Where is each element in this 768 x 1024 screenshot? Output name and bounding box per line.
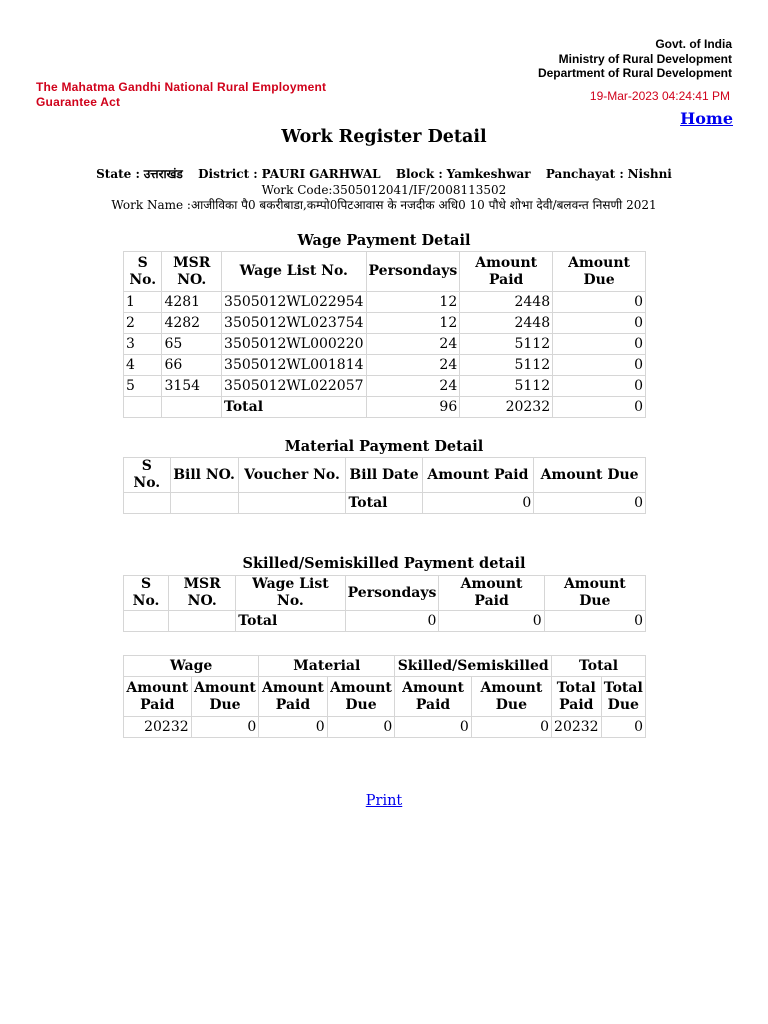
location-line: [0, 167, 768, 182]
cell-msr: 4282: [162, 313, 222, 334]
cell-amount-paid: 5112: [460, 355, 553, 376]
total-paid-header: Total Paid: [552, 677, 602, 717]
work-code: Work Code:3505012041/IF/2008113502: [261, 183, 507, 197]
state-value: उत्तराखंड: [143, 167, 183, 181]
col-sno: S No.: [124, 458, 171, 493]
cell-wagelist: 3505012WL000220: [222, 334, 366, 355]
col-bill-date: Bill Date: [346, 458, 422, 493]
department-label: Department of Rural Development: [537, 66, 732, 80]
col-msr: MSR NO.: [162, 252, 222, 292]
wage-paid-value: 20232: [124, 717, 192, 738]
cell-wagelist: 3505012WL022057: [222, 376, 366, 397]
group-wage: Wage: [124, 656, 259, 677]
total-amount-paid: 0: [422, 493, 534, 514]
skilled-due-value: 0: [471, 717, 551, 738]
skilled-paid-value: 0: [395, 717, 471, 738]
panchayat-label: Panchayat :: [545, 167, 624, 181]
panchayat-value: Nishni: [627, 167, 672, 181]
total-persondays: 96: [366, 397, 460, 418]
district-value: PAURI GARHWAL: [261, 167, 381, 181]
cell-persondays: 24: [366, 334, 460, 355]
cell-wagelist: 3505012WL023754: [222, 313, 366, 334]
total-row: [124, 397, 646, 418]
cell-amount-due: 0: [553, 334, 646, 355]
govt-label: Govt. of India: [655, 37, 732, 51]
state-label: State :: [96, 167, 140, 181]
material-caption: Material Payment Detail: [284, 438, 484, 455]
total-amount-due: 0: [544, 611, 645, 632]
col-voucher-no: Voucher No.: [238, 458, 346, 493]
cell-persondays: 12: [366, 313, 460, 334]
table-row: [124, 717, 646, 738]
total-amount-paid: 20232: [460, 397, 553, 418]
wage-caption: Wage Payment Detail: [297, 232, 471, 249]
cell-wagelist: 3505012WL001814: [222, 355, 366, 376]
cell-amount-due: 0: [553, 355, 646, 376]
skilled-amount-due-header: Amount Due: [471, 677, 551, 717]
cell-sno: 1: [124, 292, 162, 313]
cell-amount-paid: 5112: [460, 376, 553, 397]
table-row: [124, 355, 646, 376]
cell-amount-paid: 2448: [460, 313, 553, 334]
cell-persondays: 12: [366, 292, 460, 313]
skilled-table: [123, 575, 646, 632]
cell-persondays: 24: [366, 355, 460, 376]
total-persondays: 0: [345, 611, 439, 632]
skilled-caption: Skilled/Semiskilled Payment detail: [242, 555, 526, 572]
cell-amount-paid: 2448: [460, 292, 553, 313]
cell-sno: 5: [124, 376, 162, 397]
cell-amount-due: 0: [553, 376, 646, 397]
cell-msr: 65: [162, 334, 222, 355]
col-bill-no: Bill NO.: [170, 458, 238, 493]
ministry-label: Ministry of Rural Development: [558, 51, 732, 66]
material-due-value: 0: [327, 717, 395, 738]
total-label: Total: [346, 493, 422, 514]
table-row: [124, 334, 646, 355]
govt-header: [538, 37, 732, 81]
work-name: Work Name :आजीविका पै0 बकरीबाडा,कम्पो0पिटआवास के नजदीक अधि0 10 पौधे शोभा देवी/बलवन्त निसणी 2021: [111, 198, 657, 212]
total-label: Total: [222, 397, 366, 418]
block-value: Yamkeshwar: [446, 167, 531, 181]
table-row: [124, 313, 646, 334]
group-material: Material: [259, 656, 395, 677]
material-table: [123, 457, 646, 514]
cell-persondays: 24: [366, 376, 460, 397]
page-title: Work Register Detail: [281, 127, 487, 147]
cell-amount-paid: 5112: [460, 334, 553, 355]
cell-sno: 2: [124, 313, 162, 334]
col-amount-due: Amount Due: [544, 576, 645, 611]
col-persondays: Persondays: [366, 252, 460, 292]
cell-sno: 3: [124, 334, 162, 355]
total-due-value: 0: [601, 717, 645, 738]
block-label: Block :: [395, 167, 443, 181]
group-skilled: Skilled/Semiskilled: [395, 656, 552, 677]
act-title: The Mahatma Gandhi National Rural Employment Guarantee Act: [36, 80, 327, 109]
col-persondays: Persondays: [345, 576, 439, 611]
total-amount-due: 0: [553, 397, 646, 418]
group-total: Total: [552, 656, 646, 677]
material-amount-paid-header: Amount Paid: [259, 677, 327, 717]
wage-amount-paid-header: Amount Paid: [124, 677, 192, 717]
material-paid-value: 0: [259, 717, 327, 738]
total-due-header: Total Due: [601, 677, 645, 717]
total-label: Total: [236, 611, 345, 632]
total-paid-value: 20232: [552, 717, 602, 738]
table-row: [124, 376, 646, 397]
col-sno: S No.: [124, 576, 169, 611]
skilled-amount-paid-header: Amount Paid: [395, 677, 471, 717]
col-sno: S No.: [124, 252, 162, 292]
cell-msr: 4281: [162, 292, 222, 313]
total-amount-due: 0: [534, 493, 646, 514]
cell-msr: 66: [162, 355, 222, 376]
total-row: [124, 493, 646, 514]
col-wagelist: Wage List No.: [236, 576, 345, 611]
wage-amount-due-header: Amount Due: [191, 677, 259, 717]
table-row: [124, 292, 646, 313]
col-amount-paid: Amount Paid: [439, 576, 544, 611]
cell-wagelist: 3505012WL022954: [222, 292, 366, 313]
material-amount-due-header: Amount Due: [327, 677, 395, 717]
col-amount-due: Amount Due: [553, 252, 646, 292]
home-link[interactable]: Home: [680, 109, 733, 128]
timestamp: 19-Mar-2023 04:24:41 PM: [589, 89, 730, 103]
col-msr: MSR NO.: [169, 576, 236, 611]
cell-amount-due: 0: [553, 292, 646, 313]
col-wagelist: Wage List No.: [222, 252, 366, 292]
col-amount-due: Amount Due: [534, 458, 646, 493]
wage-table: [123, 251, 646, 418]
cell-msr: 3154: [162, 376, 222, 397]
summary-table: [123, 655, 646, 738]
total-amount-paid: 0: [439, 611, 544, 632]
cell-sno: 4: [124, 355, 162, 376]
col-amount-paid: Amount Paid: [460, 252, 553, 292]
cell-amount-due: 0: [553, 313, 646, 334]
wage-due-value: 0: [191, 717, 259, 738]
col-amount-paid: Amount Paid: [422, 458, 534, 493]
print-link[interactable]: Print: [365, 793, 403, 809]
total-row: [124, 611, 646, 632]
district-label: District :: [198, 167, 258, 181]
